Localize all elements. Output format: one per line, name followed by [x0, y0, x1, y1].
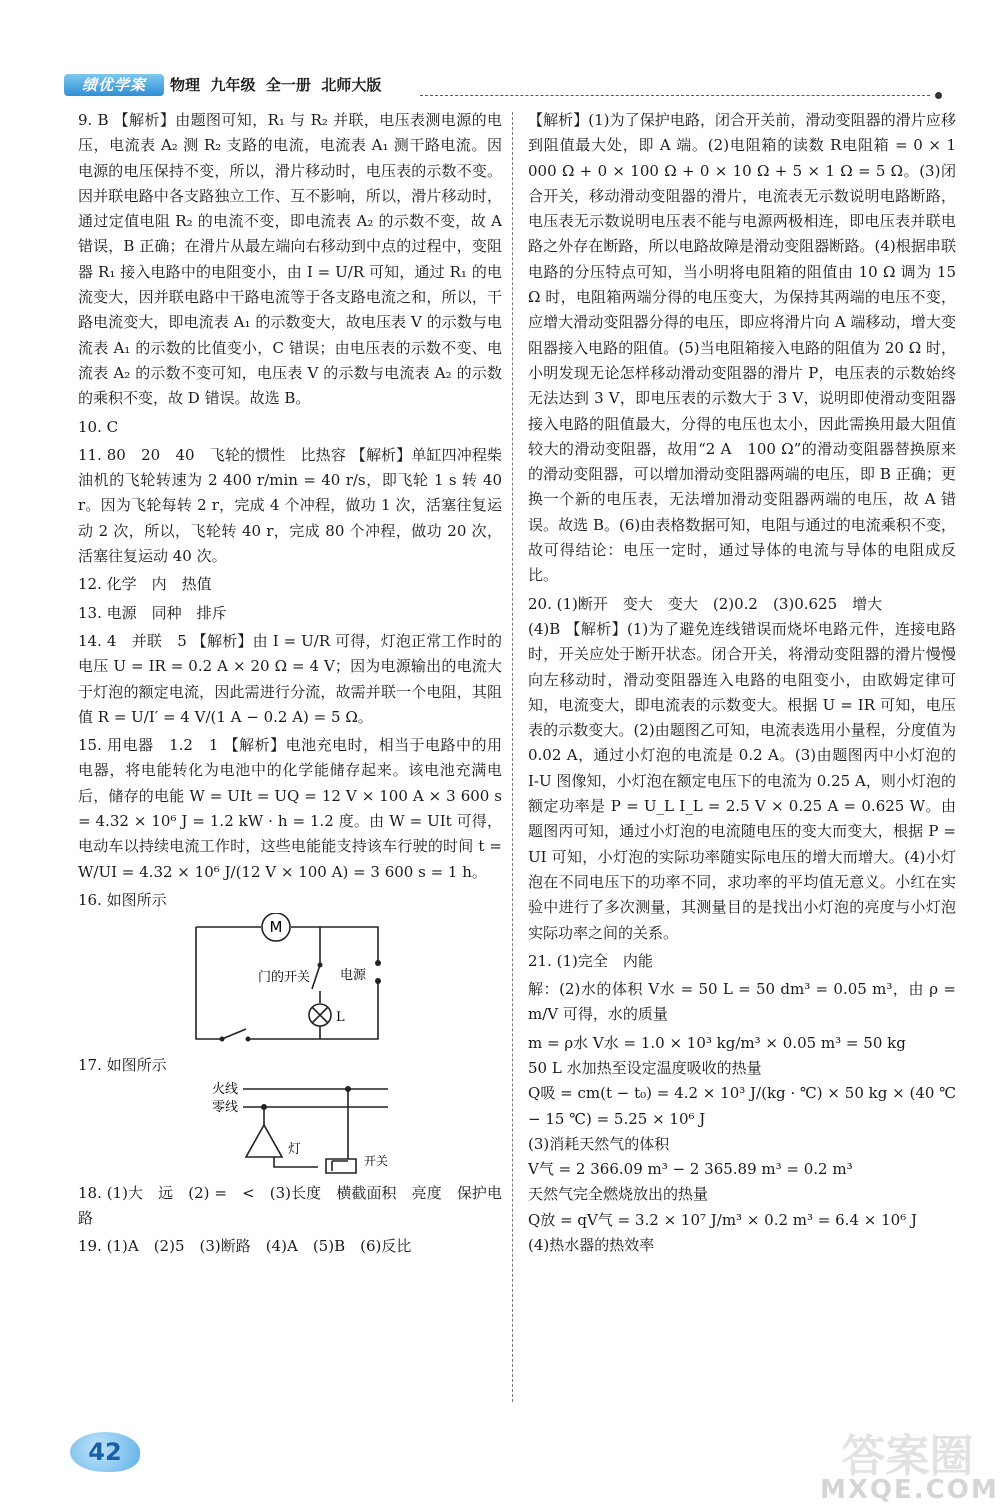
lamp-label-17: 灯 [288, 1141, 302, 1157]
header-dot-icon [935, 92, 942, 99]
answer-20-analysis: (4)B 【解析】(1)为了避免连线错误而烧坏电路元件，连接电路时，开关应处于断开状态。闭合开关，将滑动变阻器的滑片慢慢向左移动时，滑动变阻器连入电路的电阻变小，由欧姆定律可知，电流变大，即电流表的示数变大。根据 U = IR 可知，电压表的示数变大。(2)由题图乙可知，电流表选用小量程，分度值为 0.02 A，通过小灯泡的电流是 0.2 A。(3)由题图丙中小灯泡的 I-U 图像知，小灯泡在额定电压下的电流为 0.25 A，则小灯泡的额定功率是 P = U_L I_L = 2.5 V × 0.25 A = 0.625 W。由题图丙可知，通过小灯泡的电流随电压的变大而变大，根据 P = UI 可知，小灯泡的实际功率随实际电压的增大而增大。(4)小灯泡在不同电压下的功率不同，求功率的平均值无意义。小红在实验中进行了多次测量，其测量目的是找出小灯泡的亮度与小灯泡实际功率之间的关系。 [528, 619, 956, 942]
left-column [78, 108, 502, 1259]
door-switch-label: 门的开关 [258, 970, 311, 986]
answer-17: 17. 如图所示 [78, 1056, 167, 1075]
lamp-label: L [336, 1010, 345, 1026]
solution-line-4: Q吸 = cm(t − t₀) = 4.2 × 10³ J/(kg · ℃) × 50 kg × (40 ℃ − 15 ℃) = 5.25 × 10⁶ J [528, 1084, 956, 1128]
solution-line-8: Q放 = qV气 = 3.2 × 10⁷ J/m³ × 0.2 m³ = 6.4 × 10⁶ J [528, 1210, 917, 1229]
page-header [0, 62, 1000, 102]
motor-label: M [269, 918, 283, 937]
watermark [820, 1420, 999, 1505]
solution-line-1: 解：(2)水的体积 V水 = 50 L = 50 dm³ = 0.05 m³，由 ρ = m/V 可得，水的质量 [528, 980, 956, 1024]
wiring-diagram-17 [78, 1079, 502, 1181]
answer-19-analysis: 【解析】(1)为了保护电路，闭合开关前，滑动变阻器的滑片应移到阻值最大处，即 A 端。(2)电阻箱的读数 R电阻箱 = 0 × 1 000 Ω + 0 × 100 Ω + 0 × 10 Ω + 5 × 1 Ω = 5 Ω。(3)闭合开关，移动滑动变阻器的滑片，电流表无示数说明电路断路，电压表无示数说明电压表不能与电源两极相连，即电压表并联电路之外存在断路，所以电路故障是滑动变阻器断路。(4)根据串联电路的分压特点可知，当小明将电阻箱的阻值由 10 Ω 调为 15 Ω 时，电阻箱两端分得的电压变大，为保持其两端的电压不变，应增大滑动变阻器分得的电压，即应将滑片向 A 端移动，增大变阻器接入电路的阻值。(5)当电阻箱接入电路的阻值为 20 Ω 时，小明发现无论怎样移动滑动变阻器的滑片 P，电压表的示数始终无法达到 3 V，即电压表的示数大于 3 V，说明即使滑动变阻器接入电路的阻值最大，分得的电压也太小，因此需换用最大阻值较大的滑动变阻器，故用“2 A 100 Ω”的滑动变阻器替换原来的滑动变阻器，可以增加滑动变阻器两端的电压，即 B 正确；更换一个新的电压表，无法增加滑动变阻器两端的电压，故 A 错误。故选 B。(6)由表格数据可知，电阻与通过的电流乘积不变，故可得结论：电压一定时，通过导体的电流与导体的电阻成反比。 [528, 111, 956, 585]
solution-line-6: V气 = 2 366.09 m³ − 2 365.89 m³ = 0.2 m³ [528, 1160, 853, 1179]
answer-20: 20. (1)断开 变大 变大 (2)0.2 (3)0.625 增大 [528, 594, 883, 613]
answer-15: 15. 用电器 1.2 1 【解析】电池充电时，相当于电路中的用电器，将电能转化为电池中的化学能储存起来。该电池充满电后，储存的电能 W = UIt = UQ = 12 V × 100 A × 3 600 s = 4.32 × 10⁶ J = 1.2 kW · h = 1.2 度。由 W = UIt 可得，电动车以持续电流工作时，这些电能能支持该车行驶的时间 t = W/UI = 4.32 × 10⁶ J/(12 V × 100 A) = 3 600 s = 1 h。 [78, 736, 502, 881]
answer-11: 11. 80 20 40 飞轮的惯性 比热容 【解析】单缸四冲程柴油机的飞轮转速为 2 400 r/min = 40 r/s，即飞轮 1 s 转 40 r。因为飞轮每转 2 r，完成 4 个冲程，做功 1 次，活塞往复运动 2 次，所以，飞轮转 40 r，完成 80 个冲程，做功 20 次，活塞往复运动 40 次。 [78, 445, 502, 566]
answer-12: 12. 化学 内 热值 [78, 575, 212, 594]
solution-line-3: 50 L 水加热至设定温度吸收的热量 [528, 1058, 762, 1077]
solution-line-5: (3)消耗天然气的体积 [528, 1134, 670, 1153]
header-title: 物理 九年级 全一册 北师大版 [170, 76, 382, 94]
solution-line-9: (4)热水器的热效率 [528, 1236, 655, 1255]
header-rule [420, 95, 930, 96]
circuit-figure-16 [78, 913, 502, 1053]
page-number: 42 [70, 1432, 140, 1472]
column-divider [512, 112, 513, 1402]
neutral-wire-label: 零线 [212, 1099, 239, 1115]
solution-line-2: m = ρ水 V水 = 1.0 × 10³ kg/m³ × 0.05 m³ = 50 kg [528, 1033, 906, 1052]
right-column [528, 108, 956, 1258]
answer-21: 21. (1)完全 内能 [528, 951, 653, 970]
circuit-diagram-16 [78, 913, 502, 1053]
watermark-logo: 答案圈 [841, 1431, 974, 1482]
solution-line-7: 天然气完全燃烧放出的热量 [528, 1185, 709, 1204]
answer-13: 13. 电源 同种 排斥 [78, 603, 227, 622]
book-logo: 绩优学案 [64, 74, 164, 96]
answer-10: 10. C [78, 417, 119, 436]
answer-9: 9. B 【解析】由题图可知，R₁ 与 R₂ 并联，电压表测电源的电压，电流表 A₂ 测 R₂ 支路的电流，电流表 A₁ 测干路电流。因电源的电压保持不变，所以，滑片移动时，电压表的示数不变。因并联电路中各支路独立工作、互不影响，所以，滑片移动时，通过定值电阻 R₂ 的电流不变，即电流表 A₂ 的示数不变，故 A 错误，B 正确；在滑片从最左端向右移动到中点的过程中，变阻器 R₁ 接入电路中的电阻变小，由 I = U/R 可知，通过 R₁ 的电流变大，因并联电路中干路电流等于各支路电流之和，所以，干路电流变大，即电流表 A₁ 的示数变大，故电压表 V 的示数与电流表 A₁ 的示数的比值变小，C 错误；由电压表的示数不变、电流表 A₂ 的示数不变可知，电压表 V 的示数与电流表 A₂ 的示数的乘积不变，故 D 错误。故选 B。 [78, 111, 502, 408]
switch-label-17: 开关 [364, 1153, 389, 1168]
answer-18: 18. (1)大 远 (2) = < (3)长度 横截面积 亮度 保护电路 [78, 1183, 502, 1227]
live-wire-label: 火线 [212, 1081, 239, 1097]
wiring-figure-17 [78, 1079, 502, 1181]
answer-19: 19. (1)A (2)5 (3)断路 (4)A (5)B (6)反比 [78, 1237, 412, 1256]
power-label: 电源 [340, 968, 367, 984]
watermark-site: MXQE.COM [820, 1475, 999, 1505]
answer-14: 14. 4 并联 5 【解析】由 I = U/R 可得，灯泡正常工作时的电压 U = IR = 0.2 A × 20 Ω = 4 V；因为电源输出的电流大于灯泡的额定电流，因此需进行分流，故需并联一个电阻，其阻值 R = U/I′ = 4 V/(1 A − 0.2 A) = 5 Ω。 [78, 631, 502, 726]
answer-16: 16. 如图所示 [78, 890, 167, 909]
